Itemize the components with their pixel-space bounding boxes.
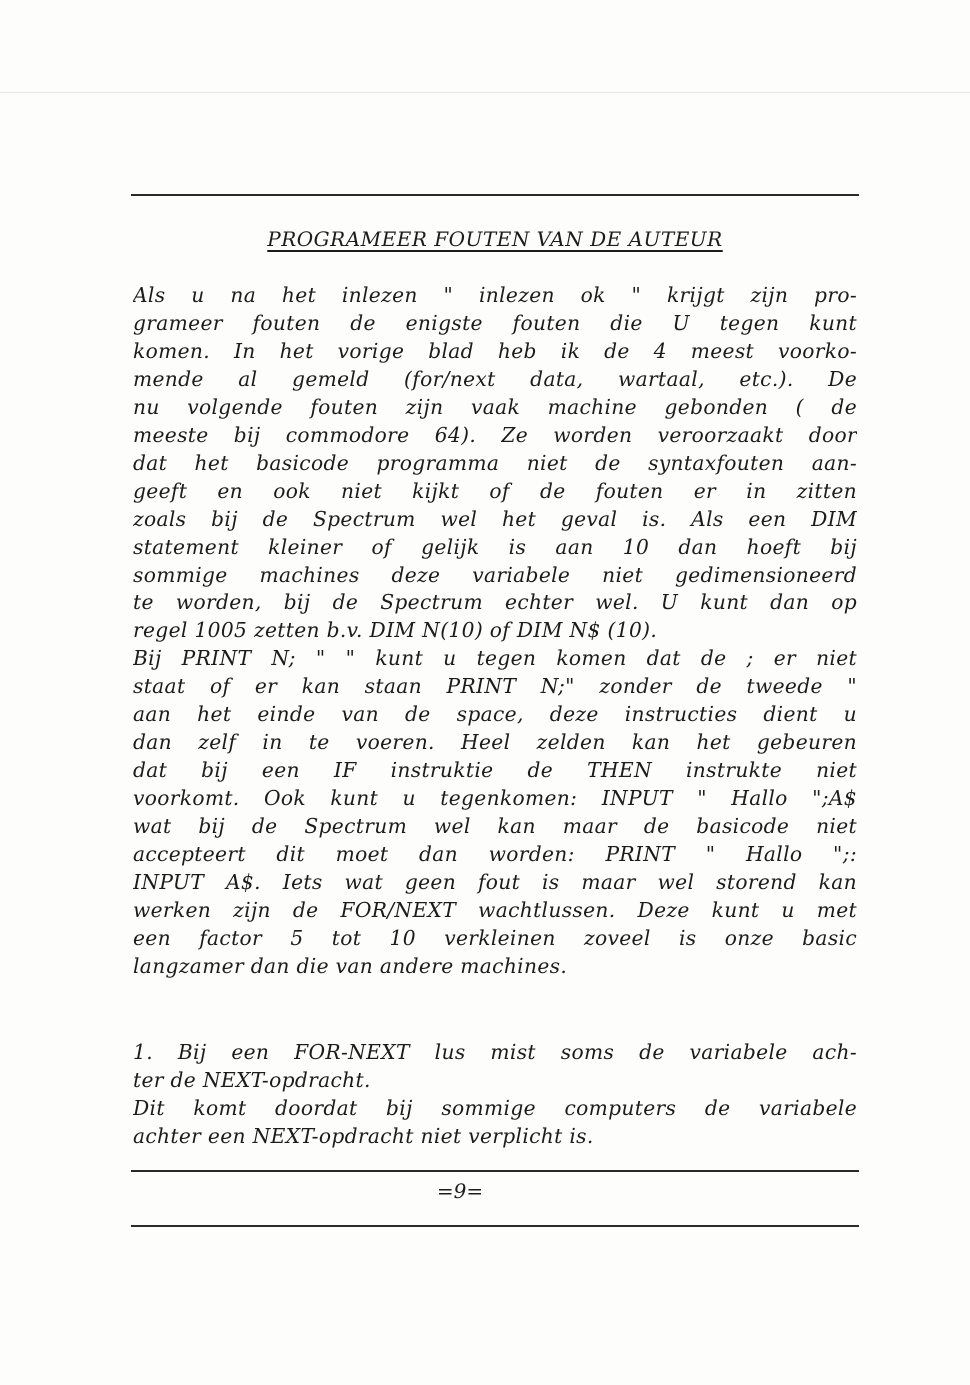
paragraph-line: werken zijn de FOR/NEXT wachtlussen. Deze kunt u met: [133, 897, 857, 922]
paragraph-line: te worden, bij de Spectrum echter wel. U kunt dan op: [133, 590, 857, 615]
paragraph-line: aan het einde van de space, deze instructies dient u: [133, 702, 857, 727]
paragraph-line: regel 1005 zetten b.v. DIM N(10) of DIM N$ (10).: [133, 618, 658, 643]
paragraph-line: Als u na het inlezen " inlezen ok " krijgt zijn pro-: [133, 283, 857, 307]
paragraph-line: staat of er kan staan PRINT N;" zonder de tweede ": [133, 674, 857, 699]
item-line: Dit komt doordat bij sommige computers de variabele: [133, 1096, 857, 1120]
header-rule: [131, 194, 859, 196]
page-number: =9=: [436, 1179, 484, 1203]
paragraph-line: zoals bij de Spectrum wel het geval is. Als een DIM: [133, 506, 857, 531]
main-paragraph: [133, 282, 857, 981]
item-line: ter de NEXT-opdracht.: [133, 1068, 371, 1092]
page-title: [131, 225, 859, 253]
paragraph-line: meeste bij commodore 64). Ze worden veroorzaakt door: [133, 422, 857, 447]
paragraph-line: sommige machines deze variabele niet gedimensioneerd: [133, 562, 857, 587]
item-line: 1. Bij een FOR-NEXT lus mist soms de variabele ach-: [133, 1040, 857, 1064]
paragraph-line: voorkomt. Ook kunt u tegenkomen: INPUT " Hallo ";A$: [133, 786, 857, 811]
footer-rule-bottom: [131, 1225, 859, 1227]
paragraph-line: grameer fouten de enigste fouten die U tegen kunt: [133, 310, 857, 335]
page-fold-line: [0, 92, 970, 93]
paragraph-line: langzamer dan die van andere machines.: [133, 953, 568, 978]
item-line: achter een NEXT-opdracht niet verplicht is.: [133, 1124, 594, 1148]
paragraph-line: nu volgende fouten zijn vaak machine gebonden ( de: [133, 394, 857, 419]
paragraph-line: accepteert dit moet dan worden: PRINT " Hallo ";:: [133, 842, 857, 867]
paragraph-line: dat bij een IF instruktie de THEN instrukte niet: [133, 758, 857, 783]
paragraph-line: dan zelf in te voeren. Heel zelden kan het gebeuren: [133, 730, 857, 755]
paragraph-line: Bij PRINT N; " " kunt u tegen komen dat de ; er niet: [133, 646, 857, 671]
paragraph-line: wat bij de Spectrum wel kan maar de basicode niet: [133, 814, 857, 839]
paragraph-line: een factor 5 tot 10 verkleinen zoveel is onze basic: [133, 925, 857, 950]
footer-rule-top: [131, 1170, 859, 1172]
paragraph-line: komen. In het vorige blad heb ik de 4 meest voorko-: [133, 338, 857, 363]
numbered-item: [133, 1038, 857, 1150]
page-title-text: PROGRAMEER FOUTEN VAN DE AUTEUR: [267, 227, 723, 251]
paragraph-line: dat het basicode programma niet de syntaxfouten aan-: [133, 450, 857, 475]
paragraph-line: geeft en ook niet kijkt of de fouten er in zitten: [133, 478, 857, 503]
paragraph-line: INPUT A$. Iets wat geen fout is maar wel storend kan: [133, 870, 857, 895]
paragraph-line: statement kleiner of gelijk is aan 10 dan hoeft bij: [133, 534, 857, 559]
paragraph-line: mende al gemeld (for/next data, wartaal, etc.). De: [133, 366, 857, 391]
